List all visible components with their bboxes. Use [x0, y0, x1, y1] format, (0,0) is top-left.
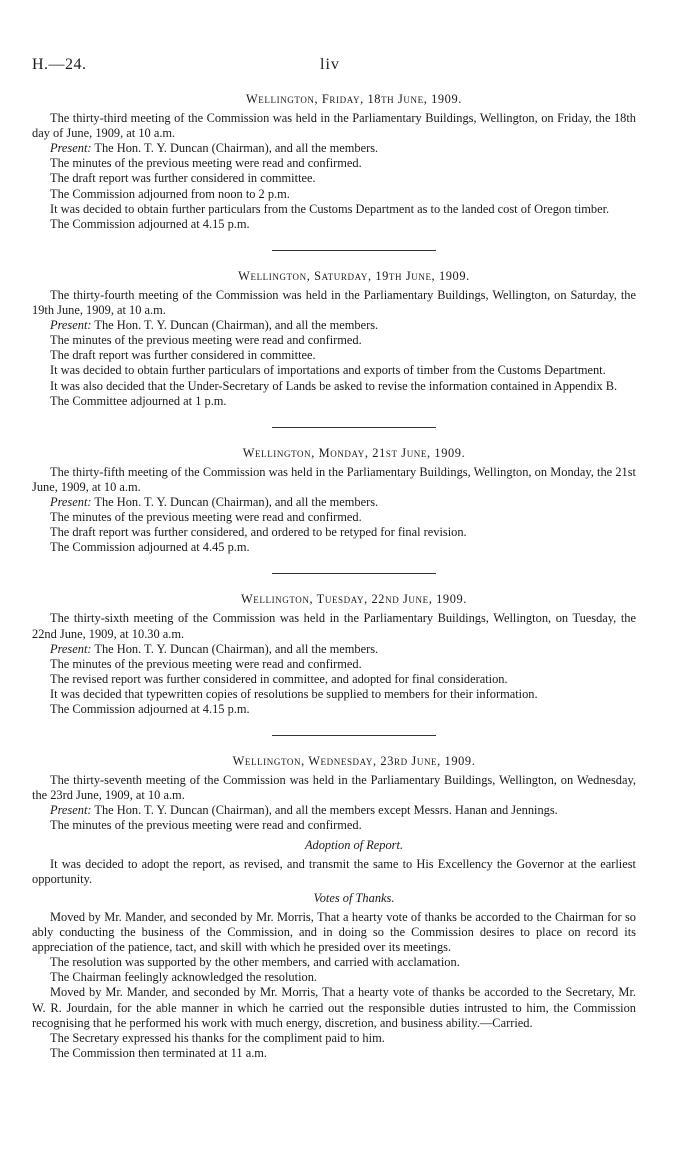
paragraph: Moved by Mr. Mander, and seconded by Mr. Morris, That a hearty vote of thanks be accorded to the Chairman for so ably conducting the business of the Commission, and in doing so the Commission desires to place on record its appreciation of the patience, tact, and skill with which he presided over its meetings. — [32, 909, 636, 955]
present-text: The Hon. T. Y. Duncan (Chairman), and all the members. — [91, 318, 379, 333]
minute-line: The minutes of the previous meeting were read and confirmed. — [50, 333, 362, 348]
paragraph: It was decided to adopt the report, as revised, and transmit the same to His Excellency the Governor at the earliest opportunity. — [32, 856, 636, 886]
minute-line: The Commission adjourned at 4.15 p.m. — [50, 216, 250, 231]
meeting-dateline: Wellington, Wednesday, 23rd June, 1909. — [232, 754, 476, 769]
meeting-section — [32, 754, 636, 1061]
minute-line: The draft report was further considered in committee. — [50, 348, 316, 363]
present-label: Present: — [50, 803, 92, 818]
minute-line: The Commission adjourned at 4.45 p.m. — [50, 540, 250, 555]
minute-line: The minutes of the previous meeting were read and confirmed. — [50, 818, 362, 833]
meeting-dateline: Wellington, Tuesday, 22nd June, 1909. — [240, 592, 467, 607]
present-line — [32, 495, 636, 510]
paragraph: It was also decided that the Under-Secretary of Lands be asked to revise the information contained in Appendix B. — [50, 378, 618, 393]
page-header — [32, 56, 636, 76]
present-label: Present: — [50, 318, 92, 333]
document-body — [32, 92, 636, 1061]
minute-line: The Commission adjourned from noon to 2 p.m. — [50, 186, 290, 201]
meeting-dateline: Wellington, Friday, 18th June, 1909. — [246, 92, 462, 106]
minute-line: The resolution was supported by the other members, and carried with acclamation. — [50, 955, 460, 970]
paragraph: The thirty-fifth meeting of the Commission was held in the Parliamentary Buildings, Wellington, on Monday, the 21st June, 1909, at 10 a.m. — [32, 464, 636, 494]
minute-line: The Commission adjourned at 4.15 p.m. — [50, 702, 250, 716]
section-divider — [272, 573, 436, 574]
present-text: The Hon. T. Y. Duncan (Chairman), and all the members. — [91, 494, 379, 509]
meeting-dateline: Wellington, Saturday, 19th June, 1909. — [238, 268, 470, 283]
paragraph: The thirty-third meeting of the Commission was held in the Parliamentary Buildings, Wellington, on Friday, the 18th day of June, 1909, at 10 a.m. — [32, 111, 636, 141]
present-label: Present: — [50, 641, 92, 656]
paragraph: Moved by Mr. Mander, and seconded by Mr. Morris, That a hearty vote of thanks be accorded to the Secretary, Mr. W. R. Jourdain, for the able manner in which he carried out the responsible duties intrusted to him, the Commission recognising that he performed his work with much energy, discretion, and business ability.—Carried. — [32, 985, 636, 1030]
meeting-section — [32, 92, 636, 232]
minute-line: The minutes of the previous meeting were read and confirmed. — [50, 656, 362, 671]
present-text: The Hon. T. Y. Duncan (Chairman), and all the members. — [91, 141, 379, 156]
section-divider — [272, 250, 436, 251]
meeting-section — [32, 592, 636, 717]
subheading-adoption: Adoption of Report. — [304, 837, 404, 852]
present-line — [32, 642, 636, 657]
section-divider — [272, 427, 436, 428]
subheading-votes-of-thanks: Votes of Thanks. — [313, 890, 395, 905]
meeting-section — [32, 269, 636, 409]
paragraph: It was decided to obtain further particulars of importations and exports of timber from the Customs Department. — [50, 363, 606, 378]
present-line — [32, 318, 636, 333]
paragraph: It was decided to obtain further particulars from the Customs Department as to the landed cost of Oregon timber. — [50, 201, 610, 216]
minute-line: The Chairman feelingly acknowledged the resolution. — [50, 970, 318, 985]
minute-line: The Commission then terminated at 11 a.m. — [50, 1045, 268, 1060]
minute-line: The Secretary expressed his thanks for the compliment paid to him. — [50, 1030, 385, 1045]
minute-line: The draft report was further considered, and ordered to be retyped for final revision. — [50, 525, 467, 540]
paragraph: It was decided that typewritten copies of resolutions be supplied to members for their information. — [50, 686, 538, 701]
paragraph: The thirty-sixth meeting of the Commission was held in the Parliamentary Buildings, Wellington, on Tuesday, the 22nd June, 1909, at 10.30 a.m. — [32, 611, 636, 641]
paragraph: The thirty-fourth meeting of the Commission was held in the Parliamentary Buildings, Wellington, on Saturday, the 19th June, 1909, at 10 a.m. — [32, 287, 636, 318]
minute-line: The revised report was further considered in committee, and adopted for final consideration. — [50, 671, 508, 686]
page-number: liv — [320, 56, 340, 73]
present-text: The Hon. T. Y. Duncan (Chairman), and all the members except Messrs. Hanan and Jennings. — [91, 803, 558, 818]
minute-line: The minutes of the previous meeting were read and confirmed. — [50, 510, 362, 525]
present-line — [32, 141, 636, 156]
present-label: Present: — [50, 141, 92, 156]
present-label: Present: — [50, 494, 92, 509]
section-divider — [272, 735, 436, 736]
meeting-dateline: Wellington, Monday, 21st June, 1909. — [242, 445, 466, 460]
meeting-section — [32, 446, 636, 556]
paragraph: The thirty-seventh meeting of the Commission was held in the Parliamentary Buildings, Wellington, on Wednesday, the 23rd June, 1909, at 10 a.m. — [32, 773, 636, 803]
minute-line: The minutes of the previous meeting were read and confirmed. — [50, 156, 362, 171]
minute-line: The draft report was further considered in committee. — [50, 171, 316, 186]
minute-line: The Committee adjourned at 1 p.m. — [50, 393, 227, 408]
document-reference: H.—24. — [32, 56, 87, 73]
present-line — [32, 803, 636, 818]
present-text: The Hon. T. Y. Duncan (Chairman), and all the members. — [91, 641, 379, 656]
